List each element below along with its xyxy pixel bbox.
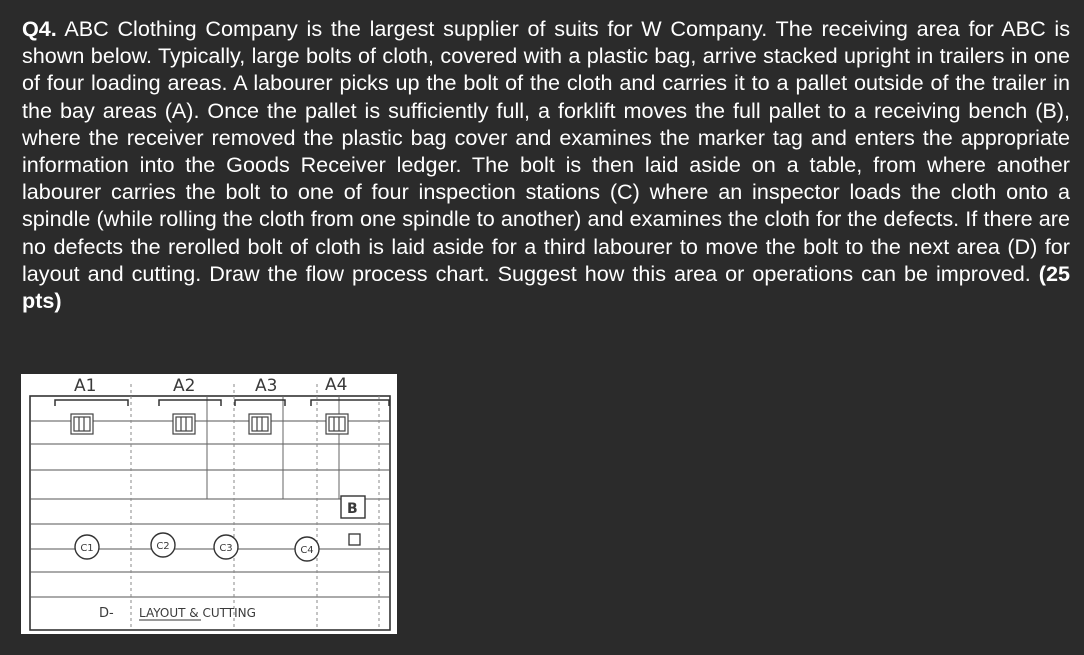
bay-label-a1: A1: [74, 376, 97, 396]
grid-lines: [30, 421, 390, 597]
table: [349, 534, 360, 545]
pallet-a4: [326, 414, 348, 434]
bay-label-a3: A3: [255, 376, 278, 396]
vertical-solid-lines: [207, 396, 339, 499]
station-label-c2: C2: [156, 541, 170, 552]
pallet-a2: [173, 414, 195, 434]
question-number: Q4.: [22, 16, 57, 41]
bay-label-a2: A2: [173, 376, 196, 396]
pallet-a3: [249, 414, 271, 434]
receiving-area-diagram: [21, 374, 397, 634]
station-label-c1: C1: [80, 543, 94, 554]
layout-sketch: [21, 374, 397, 634]
station-label-c3: C3: [219, 543, 233, 554]
question-text: [22, 15, 1070, 314]
inspection-stations: [75, 533, 319, 561]
question-body: ABC Clothing Company is the largest supplier of suits for W Company. The receiving area for ABC is shown below. Typically, large bolts of cloth, covered with a plastic bag, arrive stacked upright in trailers in one of four loading areas. A labourer picks up the bolt of the cloth and carries it to a pallet outside of the trailer in the bay areas (A). Once the pallet is sufficiently full, a forklift moves the full pallet to a receiving bench (B), where the receiver removed the plastic bag cover and examines the marker tag and enters the appropriate information into the Goods Receiver ledger. The bolt is then laid aside on a table, from where another labourer carries the bolt to one of four inspection stations (C) where an inspector loads the cloth onto a spindle (while rolling the cloth from one spindle to another) and examines the cloth for the defects. If there are no defects the rerolled bolt of cloth is laid aside for a third labourer to move the bolt to the next area (D) for layout and cutting. Draw the flow process chart. Suggest how this area or operations can be improved.: [22, 16, 1070, 286]
bay-labels: [74, 375, 347, 396]
station-label-c4: C4: [300, 545, 314, 556]
pallets: [71, 414, 348, 434]
bay-label-a4: A4: [325, 375, 348, 395]
pallet-a1: [71, 414, 93, 434]
area-d-prefix: D-: [99, 606, 114, 621]
area-d-label: LAYOUT & CUTTING: [139, 606, 256, 620]
bench-label: B: [347, 501, 358, 517]
question-points: (25 pts): [22, 260, 1070, 314]
